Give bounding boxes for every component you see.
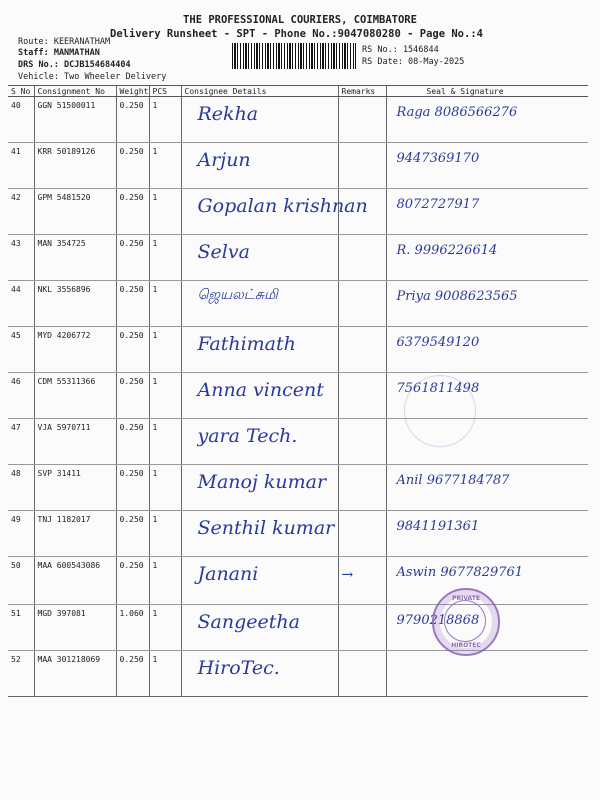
signature: 9790218868: [386, 605, 588, 651]
table-row: [8, 373, 588, 419]
sno: 49: [8, 511, 34, 557]
signature: 6379549120: [386, 327, 588, 373]
route-label: Route: KEERANATHAM: [18, 37, 111, 47]
table-row: [8, 557, 588, 605]
weight: 0.250: [116, 97, 149, 143]
consignee-name: Anna vincent: [181, 373, 338, 419]
consignment-no: GGN 51500011: [34, 97, 116, 143]
sno: 52: [8, 651, 34, 697]
table-row: [8, 465, 588, 511]
consignment-no: VJA 5970711: [34, 419, 116, 465]
table-row: [8, 327, 588, 373]
pcs: 1: [149, 557, 181, 605]
sno: 47: [8, 419, 34, 465]
weight: 0.250: [116, 557, 149, 605]
consignee-name: HiroTec.: [181, 651, 338, 697]
remarks: [338, 327, 386, 373]
pcs: 1: [149, 189, 181, 235]
pcs: 1: [149, 143, 181, 189]
consignment-no: TNJ 1182017: [34, 511, 116, 557]
signature: Priya 9008623565: [386, 281, 588, 327]
sno: 44: [8, 281, 34, 327]
sno: 43: [8, 235, 34, 281]
signature: Raga 8086566276: [386, 97, 588, 143]
weight: 0.250: [116, 511, 149, 557]
consignee-name: Janani: [181, 557, 338, 605]
remarks: [338, 605, 386, 651]
remarks: [338, 373, 386, 419]
vehicle-label: Vehicle: Two Wheeler Delivery: [18, 72, 167, 82]
consignee-name: Selva: [181, 235, 338, 281]
consignment-no: GPM 5481520: [34, 189, 116, 235]
pcs: 1: [149, 651, 181, 697]
remarks: [338, 465, 386, 511]
signature: 9841191361: [386, 511, 588, 557]
sno: 41: [8, 143, 34, 189]
pcs: 1: [149, 281, 181, 327]
remarks: [338, 651, 386, 697]
consignment-no: MAA 600543086: [34, 557, 116, 605]
seal-text-top: PRIVATE: [452, 595, 480, 602]
table-row: [8, 605, 588, 651]
signature: [386, 651, 588, 697]
col-weight: Weight: [116, 86, 149, 97]
weight: 0.250: [116, 235, 149, 281]
table-row: [8, 281, 588, 327]
pcs: 1: [149, 97, 181, 143]
weight: 0.250: [116, 189, 149, 235]
consignment-no: MAA 301218069: [34, 651, 116, 697]
weight: 0.250: [116, 373, 149, 419]
staff-label: Staff: MANMATHAN: [18, 48, 100, 58]
pcs: 1: [149, 235, 181, 281]
weight: 1.060: [116, 605, 149, 651]
weight: 0.250: [116, 327, 149, 373]
table-row: [8, 189, 588, 235]
signature: Anil 9677184787: [386, 465, 588, 511]
consignment-no: CDM 55311366: [34, 373, 116, 419]
consignee-name: Gopalan krishnan: [181, 189, 338, 235]
weight: 0.250: [116, 143, 149, 189]
consignment-no: NKL 3556896: [34, 281, 116, 327]
signature: Aswin 9677829761: [386, 557, 588, 605]
barcode: [232, 43, 356, 69]
weight: 0.250: [116, 465, 149, 511]
consignee-name: Sangeetha: [181, 605, 338, 651]
table-row: [8, 235, 588, 281]
runsheet-table: [8, 85, 588, 697]
pcs: 1: [149, 511, 181, 557]
consignee-name: yara Tech.: [181, 419, 338, 465]
remarks: [338, 281, 386, 327]
sno: 48: [8, 465, 34, 511]
consignment-no: MGD 397081: [34, 605, 116, 651]
consignee-name: ஜெயலட்சுமி: [181, 281, 338, 327]
remarks: [338, 97, 386, 143]
table-row: [8, 97, 588, 143]
remarks: [338, 511, 386, 557]
table-row: [8, 511, 588, 557]
weight: 0.250: [116, 281, 149, 327]
pcs: 1: [149, 465, 181, 511]
sno: 46: [8, 373, 34, 419]
signature: 7561811498: [386, 373, 588, 419]
remarks: [338, 235, 386, 281]
pcs: 1: [149, 605, 181, 651]
consignee-name: Fathimath: [181, 327, 338, 373]
consignment-no: SVP 31411: [34, 465, 116, 511]
company-seal: [432, 588, 500, 656]
drs-number: DRS No.: DCJB154684404: [18, 60, 131, 70]
col-pcs: PCS: [149, 86, 181, 97]
table-row: [8, 419, 588, 465]
sno: 42: [8, 189, 34, 235]
consignee-name: Arjun: [181, 143, 338, 189]
col-consignment: Consignment No: [34, 86, 116, 97]
consignment-no: MAN 354725: [34, 235, 116, 281]
table-header: [8, 86, 588, 97]
table-row: [8, 143, 588, 189]
sno: 45: [8, 327, 34, 373]
remarks: →: [338, 557, 386, 605]
document-title: THE PROFESSIONAL COURIERS, COIMBATORE: [183, 14, 417, 26]
sno: 40: [8, 97, 34, 143]
signature: R. 9996226614: [386, 235, 588, 281]
pcs: 1: [149, 419, 181, 465]
rs-date: RS Date: 08-May-2025: [362, 57, 465, 67]
col-consignee: Consignee Details: [181, 86, 338, 97]
table-row: [8, 651, 588, 697]
sno: 51: [8, 605, 34, 651]
seal-inner-ring: [444, 600, 486, 642]
consignment-no: KRR 50189126: [34, 143, 116, 189]
col-sno: S No: [8, 86, 34, 97]
consignee-name: Senthil kumar: [181, 511, 338, 557]
pcs: 1: [149, 327, 181, 373]
signature: 9447369170: [386, 143, 588, 189]
document-subtitle: Delivery Runsheet - SPT - Phone No.:9047080280 - Page No.:4: [110, 28, 483, 40]
consignment-no: MYD 4206772: [34, 327, 116, 373]
signature: 8072727917: [386, 189, 588, 235]
seal-text-bottom: HIROTEC: [451, 642, 481, 649]
weight: 0.250: [116, 651, 149, 697]
weight: 0.250: [116, 419, 149, 465]
remarks: [338, 419, 386, 465]
faint-stamp-mark: [404, 375, 476, 447]
pcs: 1: [149, 373, 181, 419]
remarks: [338, 143, 386, 189]
col-remarks: Remarks: [338, 86, 386, 97]
col-signature: Seal & Signature: [386, 86, 588, 97]
rs-number: RS No.: 1546844: [362, 45, 439, 55]
sno: 50: [8, 557, 34, 605]
consignee-name: Rekha: [181, 97, 338, 143]
consignee-name: Manoj kumar: [181, 465, 338, 511]
